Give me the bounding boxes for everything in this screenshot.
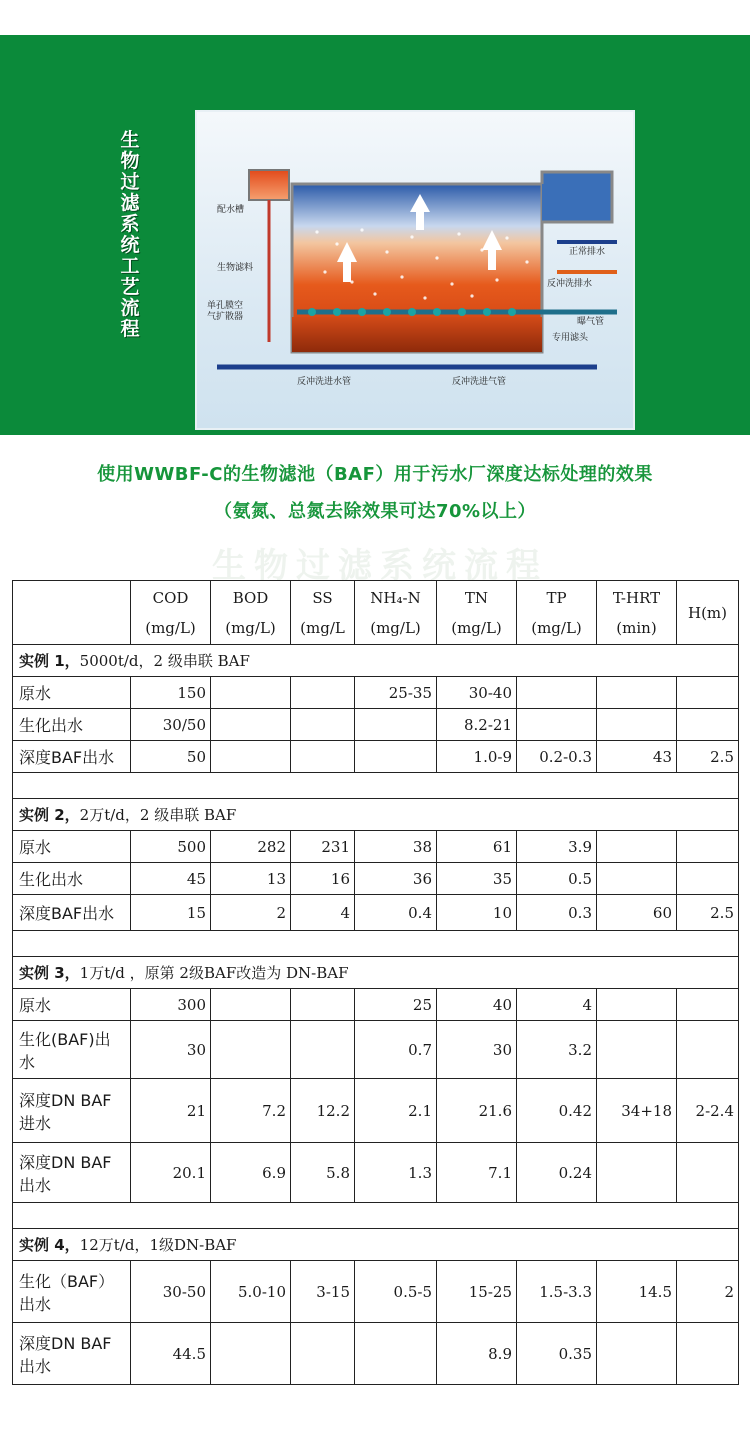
- row-label: 深度BAF出水: [13, 741, 131, 773]
- column-header-name: NH₄-N: [370, 588, 421, 607]
- spacer-row: [13, 773, 739, 799]
- section-description: 2万t/d，2 级串联 BAF: [79, 806, 237, 824]
- table-cell: 50: [131, 741, 211, 773]
- table-cell: [211, 677, 291, 709]
- section-header-row: [13, 799, 739, 831]
- table-cell: 30-40: [437, 677, 517, 709]
- table-cell: [677, 1323, 739, 1385]
- table-cell: [677, 1143, 739, 1203]
- column-header-unit: (mg/L): [145, 618, 196, 637]
- row-label: 生化出水: [13, 863, 131, 895]
- table-cell: [211, 709, 291, 741]
- spacer-row: [13, 1203, 739, 1229]
- section-label: 实例 2，: [19, 806, 80, 824]
- table-cell: [355, 709, 437, 741]
- table-cell: [677, 989, 739, 1021]
- column-header-unit: (min): [616, 618, 657, 637]
- column-header-unit: (mg/L): [370, 618, 421, 637]
- label-filter-head: 专用滤头: [552, 333, 589, 343]
- table-cell: 30: [131, 1021, 211, 1079]
- table-cell: 44.5: [131, 1323, 211, 1385]
- column-header: [437, 581, 517, 645]
- table-cell: [211, 1323, 291, 1385]
- row-label: 深度BAF出水: [13, 895, 131, 931]
- table-cell: 20.1: [131, 1143, 211, 1203]
- table-body: [13, 645, 739, 1385]
- table-cell: 5.8: [291, 1143, 355, 1203]
- table-cell: [597, 677, 677, 709]
- table-cell: 1.3: [355, 1143, 437, 1203]
- section-label: 实例 3，: [19, 964, 80, 982]
- column-header-unit: (mg/L): [531, 618, 582, 637]
- table-cell: [211, 741, 291, 773]
- table-cell: 3.2: [517, 1021, 597, 1079]
- label-normal-drain: 正常排水: [569, 247, 606, 257]
- table-cell: 2.1: [355, 1079, 437, 1143]
- table-cell: 2: [677, 1261, 739, 1323]
- column-header: [13, 581, 131, 645]
- table-cell: 0.2-0.3: [517, 741, 597, 773]
- table-cell: 15-25: [437, 1261, 517, 1323]
- column-header: [131, 581, 211, 645]
- table-cell: [291, 989, 355, 1021]
- table-row: [13, 863, 739, 895]
- table-cell: 2.5: [677, 895, 739, 931]
- column-header: [517, 581, 597, 645]
- table-cell: 60: [597, 895, 677, 931]
- table-cell: 25-35: [355, 677, 437, 709]
- heading-line-2: （氨氮、总氮去除效果可达70%以上）: [213, 501, 537, 522]
- label-aeration-pipe: 曝气管: [577, 317, 605, 327]
- section-description: 12万t/d，1级DN-BAF: [79, 1236, 237, 1254]
- table-cell: 43: [597, 741, 677, 773]
- row-label: 深度DN BAF进水: [13, 1079, 131, 1143]
- watermark-text: 生物过滤系统流程: [212, 546, 548, 586]
- table-cell: 7.1: [437, 1143, 517, 1203]
- table-row: [13, 831, 739, 863]
- table-cell: [677, 831, 739, 863]
- table-cell: [211, 1021, 291, 1079]
- row-label: 生化（BAF）出水: [13, 1261, 131, 1323]
- table-cell: [597, 1323, 677, 1385]
- table-cell: 0.42: [517, 1079, 597, 1143]
- column-header-unit: (mg/L): [225, 618, 276, 637]
- column-header-name: TP: [546, 588, 567, 607]
- label-backwash-air-pipe: 反冲洗进气管: [452, 377, 507, 387]
- row-label: 生化(BAF)出水: [13, 1021, 131, 1079]
- spacer-row: [13, 931, 739, 957]
- table-cell: 15: [131, 895, 211, 931]
- label-tank: 配水槽: [217, 205, 245, 215]
- column-header-name: SS: [312, 588, 333, 607]
- column-header-name: TN: [464, 588, 489, 607]
- table-cell: [677, 677, 739, 709]
- table-cell: 30/50: [131, 709, 211, 741]
- spacer-cell: [13, 1203, 739, 1229]
- table-cell: 150: [131, 677, 211, 709]
- column-header-name: T-HRT: [612, 588, 661, 607]
- table-cell: 282: [211, 831, 291, 863]
- banner: [0, 35, 750, 435]
- table-row: [13, 989, 739, 1021]
- table-cell: 0.5: [517, 863, 597, 895]
- heading-line-1: 使用WWBF-C的生物滤池（BAF）用于污水厂深度达标处理的效果: [97, 464, 653, 485]
- table-cell: 14.5: [597, 1261, 677, 1323]
- table-cell: 4: [517, 989, 597, 1021]
- row-label: 原水: [13, 989, 131, 1021]
- table-cell: 0.7: [355, 1021, 437, 1079]
- table-row: [13, 709, 739, 741]
- table-cell: 1.0-9: [437, 741, 517, 773]
- table-cell: 3.9: [517, 831, 597, 863]
- table-cell: 38: [355, 831, 437, 863]
- table-cell: 2-2.4: [677, 1079, 739, 1143]
- table-cell: [291, 1323, 355, 1385]
- label-backwash-water-pipe: 反冲洗进水管: [297, 377, 352, 387]
- table-row: [13, 1079, 739, 1143]
- table-cell: [597, 709, 677, 741]
- row-label: 深度DN BAF出水: [13, 1323, 131, 1385]
- spacer-cell: [13, 931, 739, 957]
- table-cell: [291, 741, 355, 773]
- table-cell: 2.5: [677, 741, 739, 773]
- table-cell: [517, 677, 597, 709]
- table-cell: 45: [131, 863, 211, 895]
- table-cell: 34+18: [597, 1079, 677, 1143]
- bottom-chamber: [292, 317, 542, 352]
- table-cell: 2: [211, 895, 291, 931]
- table-cell: [211, 989, 291, 1021]
- table-cell: 8.2-21: [437, 709, 517, 741]
- section-header-row: [13, 1229, 739, 1261]
- table-cell: [355, 1323, 437, 1385]
- table-cell: [597, 989, 677, 1021]
- table-cell: 21.6: [437, 1079, 517, 1143]
- table-cell: [355, 741, 437, 773]
- table-cell: 3-15: [291, 1261, 355, 1323]
- section-label: 实例 1，: [19, 652, 80, 670]
- table-cell: 300: [131, 989, 211, 1021]
- column-header-name: H(m): [687, 603, 727, 622]
- table-cell: 36: [355, 863, 437, 895]
- table-cell: 30-50: [131, 1261, 211, 1323]
- table-cell: 40: [437, 989, 517, 1021]
- header-row: [13, 581, 739, 645]
- table-cell: [597, 831, 677, 863]
- table-cell: 0.5-5: [355, 1261, 437, 1323]
- table-cell: [677, 709, 739, 741]
- table-cell: 0.35: [517, 1323, 597, 1385]
- row-label: 原水: [13, 677, 131, 709]
- table-cell: 10: [437, 895, 517, 931]
- table-cell: 12.2: [291, 1079, 355, 1143]
- table-row: [13, 1143, 739, 1203]
- label-diffuser-1: 单孔膜空: [207, 301, 244, 311]
- process-diagram-svg: [197, 112, 633, 428]
- label-diffuser-2: 气扩散器: [207, 312, 244, 322]
- column-header-name: BOD: [232, 588, 269, 607]
- table-cell: [597, 1143, 677, 1203]
- table-cell: 30: [437, 1021, 517, 1079]
- table-cell: 61: [437, 831, 517, 863]
- table-cell: 6.9: [211, 1143, 291, 1203]
- banner-title: 生物过滤系统工艺流程: [120, 129, 140, 340]
- column-header: [355, 581, 437, 645]
- section-header: [13, 645, 739, 677]
- label-media: 生物滤料: [217, 263, 254, 273]
- column-header-name: COD: [152, 588, 189, 607]
- section-header: [13, 799, 739, 831]
- table-row: [13, 1323, 739, 1385]
- section-header: [13, 1229, 739, 1261]
- column-header: [211, 581, 291, 645]
- section-description: 1万t/d ，原第 2级BAF改造为 DN-BAF: [79, 964, 349, 982]
- row-label: 深度DN BAF出水: [13, 1143, 131, 1203]
- table-cell: 0.3: [517, 895, 597, 931]
- diffusers: [308, 308, 516, 316]
- table-cell: [291, 677, 355, 709]
- column-header: [291, 581, 355, 645]
- table-row: [13, 895, 739, 931]
- table-cell: 4: [291, 895, 355, 931]
- overflow-channel: [542, 172, 612, 222]
- table-cell: [291, 709, 355, 741]
- table-header: [13, 581, 739, 645]
- table-row: [13, 741, 739, 773]
- label-backwash-drain: 反冲洗排水: [547, 279, 593, 289]
- table-cell: 16: [291, 863, 355, 895]
- section-header-row: [13, 957, 739, 989]
- table-cell: 0.24: [517, 1143, 597, 1203]
- column-header: [677, 581, 739, 645]
- section-header: [13, 957, 739, 989]
- table-cell: 13: [211, 863, 291, 895]
- table-cell: [291, 1021, 355, 1079]
- table-cell: 7.2: [211, 1079, 291, 1143]
- table-row: [13, 1261, 739, 1323]
- spacer-cell: [13, 773, 739, 799]
- table-cell: 21: [131, 1079, 211, 1143]
- table-cell: 25: [355, 989, 437, 1021]
- table-cell: [597, 863, 677, 895]
- column-header-unit: (mg/L: [300, 618, 345, 637]
- table-cell: 5.0-10: [211, 1261, 291, 1323]
- row-label: 生化出水: [13, 709, 131, 741]
- column-header: [597, 581, 677, 645]
- section-description: 5000t/d，2 级串联 BAF: [79, 652, 250, 670]
- table-cell: 8.9: [437, 1323, 517, 1385]
- table-cell: [597, 1021, 677, 1079]
- results-table: [12, 580, 739, 1385]
- table-cell: [517, 709, 597, 741]
- section-header-row: [13, 645, 739, 677]
- process-diagram: [195, 110, 635, 430]
- table-row: [13, 1021, 739, 1079]
- table-cell: [677, 1021, 739, 1079]
- table-cell: 500: [131, 831, 211, 863]
- section-label: 实例 4，: [19, 1236, 80, 1254]
- row-label: 原水: [13, 831, 131, 863]
- table-row: [13, 677, 739, 709]
- table-cell: 0.4: [355, 895, 437, 931]
- table-cell: 35: [437, 863, 517, 895]
- table-cell: 231: [291, 831, 355, 863]
- column-header-unit: (mg/L): [451, 618, 502, 637]
- table-cell: 1.5-3.3: [517, 1261, 597, 1323]
- feed-tank: [249, 170, 289, 200]
- table-cell: [677, 863, 739, 895]
